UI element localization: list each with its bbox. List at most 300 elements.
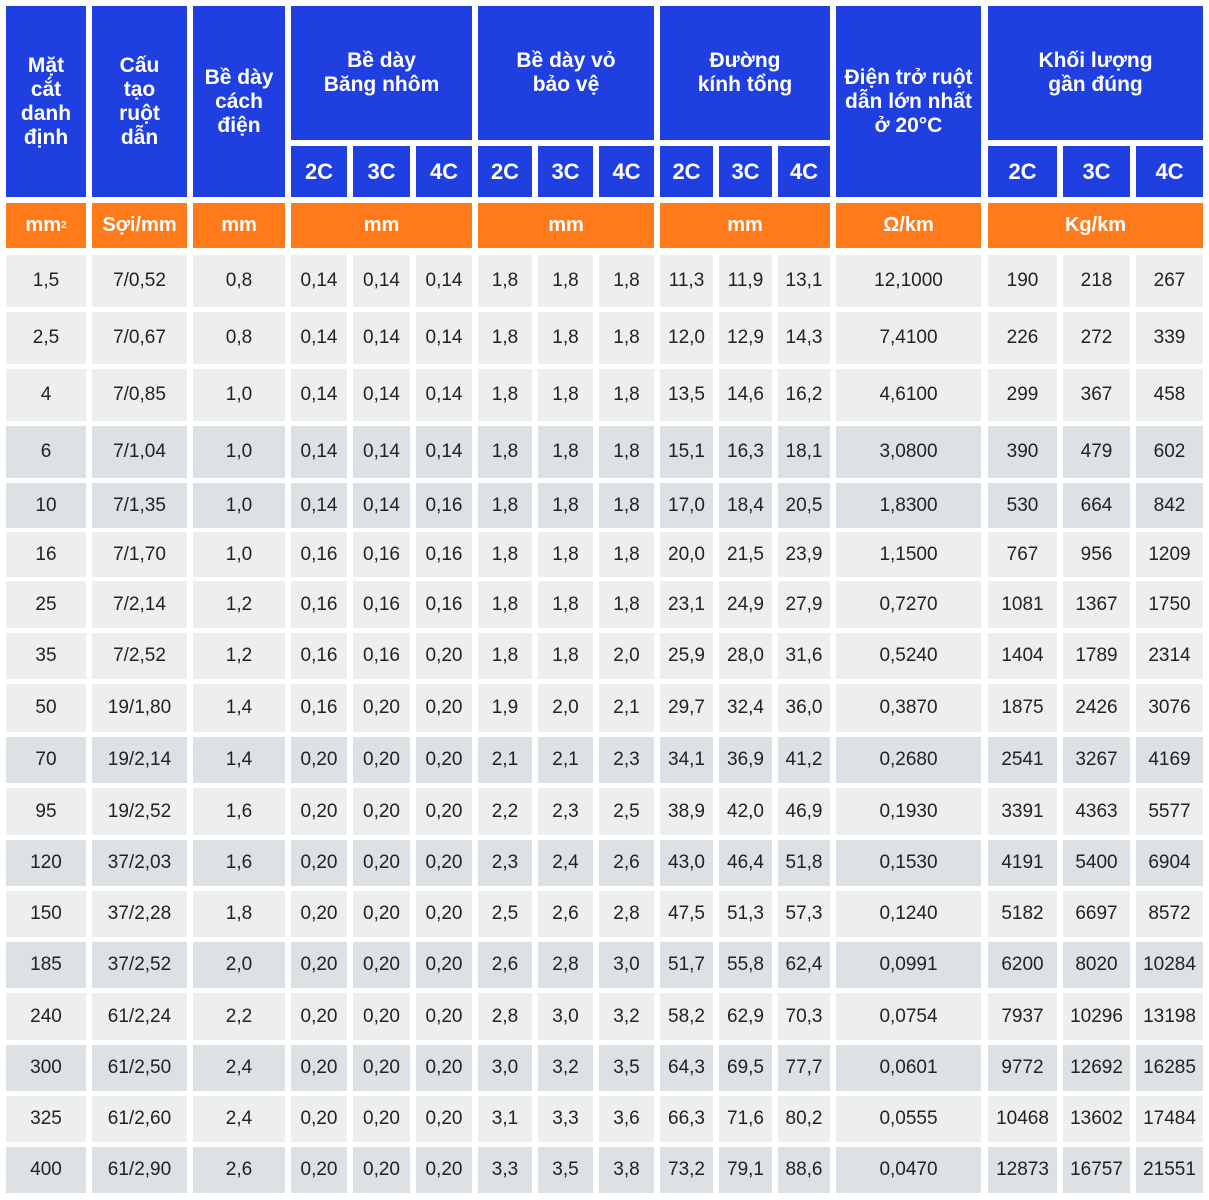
cell-duong-kinh-2c: 13,5 bbox=[660, 369, 713, 421]
cell-duong-kinh-3c: 46,4 bbox=[719, 840, 772, 886]
cell-duong-kinh-2c: 25,9 bbox=[660, 633, 713, 679]
cell-dien-tro: 0,0601 bbox=[836, 1045, 981, 1091]
cell-vo-bao-ve-3c: 1,8 bbox=[538, 426, 593, 478]
cell-bang-nhom-4c: 0,16 bbox=[416, 532, 472, 577]
cell-vo-bao-ve-4c: 1,8 bbox=[599, 581, 654, 628]
cell-bang-nhom-3c: 0,14 bbox=[353, 483, 410, 528]
cell-vo-bao-ve-2c: 2,1 bbox=[478, 737, 532, 783]
cell-cach-dien: 1,4 bbox=[193, 737, 285, 783]
cell-mat-cat: 35 bbox=[6, 633, 86, 679]
cell-bang-nhom-4c: 0,14 bbox=[416, 426, 472, 478]
cell-mat-cat: 240 bbox=[6, 993, 86, 1040]
cell-khoi-luong-3c: 2426 bbox=[1063, 684, 1130, 732]
cell-mat-cat: 10 bbox=[6, 483, 86, 528]
cell-cau-tao: 61/2,60 bbox=[92, 1096, 187, 1142]
cell-bang-nhom-3c: 0,14 bbox=[353, 426, 410, 478]
cell-duong-kinh-3c: 12,9 bbox=[719, 312, 772, 364]
cell-dien-tro: 0,2680 bbox=[836, 737, 981, 783]
cell-bang-nhom-3c: 0,20 bbox=[353, 891, 410, 937]
cell-mat-cat: 120 bbox=[6, 840, 86, 886]
cell-vo-bao-ve-2c: 1,8 bbox=[478, 426, 532, 478]
subheader-duong-kinh-3c: 3C bbox=[719, 146, 772, 197]
cell-vo-bao-ve-3c: 2,6 bbox=[538, 891, 593, 937]
cell-bang-nhom-3c: 0,20 bbox=[353, 840, 410, 886]
cell-bang-nhom-2c: 0,20 bbox=[291, 1045, 347, 1091]
cell-dien-tro: 0,1530 bbox=[836, 840, 981, 886]
header-be-day-vo-bao-ve: Bề dày vỏ bảo vệ bbox=[478, 6, 654, 140]
cell-cau-tao: 7/0,67 bbox=[92, 312, 187, 364]
cell-cach-dien: 1,0 bbox=[193, 532, 285, 577]
cell-cach-dien: 1,8 bbox=[193, 891, 285, 937]
cell-bang-nhom-3c: 0,20 bbox=[353, 684, 410, 732]
cell-duong-kinh-4c: 23,9 bbox=[778, 532, 830, 577]
cell-vo-bao-ve-2c: 1,8 bbox=[478, 581, 532, 628]
cell-khoi-luong-3c: 16757 bbox=[1063, 1147, 1130, 1193]
subheader-vo-bao-ve-2c: 2C bbox=[478, 146, 532, 197]
cell-bang-nhom-3c: 0,20 bbox=[353, 1045, 410, 1091]
table-row bbox=[0, 891, 1209, 937]
subheader-vo-bao-ve-4c: 4C bbox=[599, 146, 654, 197]
cell-vo-bao-ve-2c: 2,8 bbox=[478, 993, 532, 1040]
cell-vo-bao-ve-2c: 2,2 bbox=[478, 788, 532, 835]
table-row bbox=[0, 532, 1209, 577]
cell-vo-bao-ve-3c: 2,8 bbox=[538, 942, 593, 988]
cell-bang-nhom-4c: 0,20 bbox=[416, 891, 472, 937]
cell-duong-kinh-4c: 70,3 bbox=[778, 993, 830, 1040]
subheader-bang-nhom-4c: 4C bbox=[416, 146, 472, 197]
header-duong-kinh-tong: Đường kính tổng bbox=[660, 6, 830, 140]
cell-duong-kinh-3c: 42,0 bbox=[719, 788, 772, 835]
cell-duong-kinh-4c: 57,3 bbox=[778, 891, 830, 937]
cell-mat-cat: 325 bbox=[6, 1096, 86, 1142]
cell-duong-kinh-2c: 15,1 bbox=[660, 426, 713, 478]
header-cau-tao: Cấu tạo ruột dẫn bbox=[92, 6, 187, 197]
cell-khoi-luong-4c: 842 bbox=[1136, 483, 1203, 528]
cell-khoi-luong-2c: 5182 bbox=[988, 891, 1057, 937]
cell-vo-bao-ve-4c: 1,8 bbox=[599, 532, 654, 577]
table-row bbox=[0, 993, 1209, 1040]
cell-khoi-luong-4c: 3076 bbox=[1136, 684, 1203, 732]
cell-vo-bao-ve-3c: 2,1 bbox=[538, 737, 593, 783]
cell-bang-nhom-4c: 0,20 bbox=[416, 1096, 472, 1142]
cell-vo-bao-ve-4c: 2,1 bbox=[599, 684, 654, 732]
cell-cau-tao: 7/0,85 bbox=[92, 369, 187, 421]
cell-duong-kinh-2c: 12,0 bbox=[660, 312, 713, 364]
cell-duong-kinh-2c: 20,0 bbox=[660, 532, 713, 577]
cell-duong-kinh-2c: 34,1 bbox=[660, 737, 713, 783]
cell-khoi-luong-2c: 6200 bbox=[988, 942, 1057, 988]
cell-khoi-luong-3c: 5400 bbox=[1063, 840, 1130, 886]
cell-khoi-luong-4c: 2314 bbox=[1136, 633, 1203, 679]
subheader-bang-nhom-2c: 2C bbox=[291, 146, 347, 197]
cell-duong-kinh-2c: 38,9 bbox=[660, 788, 713, 835]
subheader-khoi-luong-3c: 3C bbox=[1063, 146, 1130, 197]
cell-bang-nhom-2c: 0,14 bbox=[291, 426, 347, 478]
cell-mat-cat: 70 bbox=[6, 737, 86, 783]
cell-vo-bao-ve-4c: 3,5 bbox=[599, 1045, 654, 1091]
cell-khoi-luong-3c: 1789 bbox=[1063, 633, 1130, 679]
cell-mat-cat: 50 bbox=[6, 684, 86, 732]
cell-duong-kinh-4c: 14,3 bbox=[778, 312, 830, 364]
cell-duong-kinh-2c: 29,7 bbox=[660, 684, 713, 732]
cell-cach-dien: 0,8 bbox=[193, 312, 285, 364]
cell-dien-tro: 1,1500 bbox=[836, 532, 981, 577]
table-row bbox=[0, 840, 1209, 886]
cell-vo-bao-ve-2c: 1,8 bbox=[478, 483, 532, 528]
cell-vo-bao-ve-3c: 1,8 bbox=[538, 633, 593, 679]
unit-duong-kinh-tong: mm bbox=[660, 203, 830, 248]
cell-vo-bao-ve-2c: 2,6 bbox=[478, 942, 532, 988]
cell-vo-bao-ve-3c: 3,0 bbox=[538, 993, 593, 1040]
cell-mat-cat: 6 bbox=[6, 426, 86, 478]
cell-mat-cat: 25 bbox=[6, 581, 86, 628]
cell-vo-bao-ve-2c: 3,1 bbox=[478, 1096, 532, 1142]
cell-vo-bao-ve-2c: 3,3 bbox=[478, 1147, 532, 1193]
cell-bang-nhom-4c: 0,20 bbox=[416, 1147, 472, 1193]
cell-vo-bao-ve-3c: 1,8 bbox=[538, 532, 593, 577]
cell-khoi-luong-2c: 390 bbox=[988, 426, 1057, 478]
cell-duong-kinh-3c: 11,9 bbox=[719, 255, 772, 307]
cell-khoi-luong-4c: 16285 bbox=[1136, 1045, 1203, 1091]
cell-duong-kinh-4c: 31,6 bbox=[778, 633, 830, 679]
cell-vo-bao-ve-3c: 2,4 bbox=[538, 840, 593, 886]
cell-bang-nhom-3c: 0,14 bbox=[353, 369, 410, 421]
cell-cau-tao: 61/2,90 bbox=[92, 1147, 187, 1193]
cell-bang-nhom-2c: 0,20 bbox=[291, 993, 347, 1040]
cell-vo-bao-ve-2c: 1,8 bbox=[478, 255, 532, 307]
cell-khoi-luong-2c: 4191 bbox=[988, 840, 1057, 886]
cell-bang-nhom-2c: 0,20 bbox=[291, 840, 347, 886]
cell-duong-kinh-4c: 80,2 bbox=[778, 1096, 830, 1142]
cell-khoi-luong-3c: 8020 bbox=[1063, 942, 1130, 988]
cell-bang-nhom-2c: 0,16 bbox=[291, 633, 347, 679]
cell-duong-kinh-2c: 11,3 bbox=[660, 255, 713, 307]
table-row bbox=[0, 369, 1209, 421]
cell-vo-bao-ve-3c: 3,2 bbox=[538, 1045, 593, 1091]
cell-cach-dien: 0,8 bbox=[193, 255, 285, 307]
table-row bbox=[0, 1147, 1209, 1193]
cell-mat-cat: 185 bbox=[6, 942, 86, 988]
cell-bang-nhom-3c: 0,14 bbox=[353, 312, 410, 364]
cell-vo-bao-ve-4c: 3,6 bbox=[599, 1096, 654, 1142]
cell-dien-tro: 0,0754 bbox=[836, 993, 981, 1040]
cell-bang-nhom-2c: 0,20 bbox=[291, 891, 347, 937]
unit-be-day-vo-bao-ve: mm bbox=[478, 203, 654, 248]
cell-khoi-luong-4c: 4169 bbox=[1136, 737, 1203, 783]
cell-khoi-luong-3c: 10296 bbox=[1063, 993, 1130, 1040]
cell-cau-tao: 7/1,35 bbox=[92, 483, 187, 528]
cell-khoi-luong-2c: 190 bbox=[988, 255, 1057, 307]
cell-bang-nhom-4c: 0,20 bbox=[416, 633, 472, 679]
cell-khoi-luong-4c: 8572 bbox=[1136, 891, 1203, 937]
cell-duong-kinh-3c: 62,9 bbox=[719, 993, 772, 1040]
subheader-khoi-luong-4c: 4C bbox=[1136, 146, 1203, 197]
table-row bbox=[0, 737, 1209, 783]
cell-cau-tao: 61/2,24 bbox=[92, 993, 187, 1040]
cell-dien-tro: 1,8300 bbox=[836, 483, 981, 528]
cell-dien-tro: 0,0991 bbox=[836, 942, 981, 988]
unit-be-day-bang-nhom: mm bbox=[291, 203, 472, 248]
cell-cau-tao: 7/2,52 bbox=[92, 633, 187, 679]
cell-khoi-luong-4c: 21551 bbox=[1136, 1147, 1203, 1193]
cell-duong-kinh-3c: 51,3 bbox=[719, 891, 772, 937]
cell-khoi-luong-4c: 10284 bbox=[1136, 942, 1203, 988]
cell-bang-nhom-2c: 0,20 bbox=[291, 788, 347, 835]
cell-bang-nhom-4c: 0,20 bbox=[416, 788, 472, 835]
cell-bang-nhom-2c: 0,14 bbox=[291, 312, 347, 364]
cell-duong-kinh-4c: 13,1 bbox=[778, 255, 830, 307]
cell-khoi-luong-3c: 4363 bbox=[1063, 788, 1130, 835]
cell-bang-nhom-2c: 0,20 bbox=[291, 1096, 347, 1142]
cell-khoi-luong-4c: 5577 bbox=[1136, 788, 1203, 835]
cell-cach-dien: 2,4 bbox=[193, 1096, 285, 1142]
header-be-day-bang-nhom: Bề dày Băng nhôm bbox=[291, 6, 472, 140]
cell-cau-tao: 7/1,70 bbox=[92, 532, 187, 577]
subheader-bang-nhom-3c: 3C bbox=[353, 146, 410, 197]
cell-khoi-luong-3c: 3267 bbox=[1063, 737, 1130, 783]
cell-duong-kinh-3c: 14,6 bbox=[719, 369, 772, 421]
unit-khoi-luong: Kg/km bbox=[988, 203, 1203, 248]
cell-cach-dien: 1,0 bbox=[193, 426, 285, 478]
cell-cach-dien: 1,0 bbox=[193, 483, 285, 528]
cell-bang-nhom-3c: 0,20 bbox=[353, 1147, 410, 1193]
cell-duong-kinh-4c: 88,6 bbox=[778, 1147, 830, 1193]
cell-vo-bao-ve-3c: 1,8 bbox=[538, 369, 593, 421]
cell-vo-bao-ve-4c: 2,8 bbox=[599, 891, 654, 937]
cell-khoi-luong-4c: 13198 bbox=[1136, 993, 1203, 1040]
cell-duong-kinh-2c: 47,5 bbox=[660, 891, 713, 937]
cell-duong-kinh-3c: 71,6 bbox=[719, 1096, 772, 1142]
table-row bbox=[0, 426, 1209, 478]
cell-duong-kinh-4c: 36,0 bbox=[778, 684, 830, 732]
cell-khoi-luong-3c: 956 bbox=[1063, 532, 1130, 577]
cell-vo-bao-ve-4c: 3,2 bbox=[599, 993, 654, 1040]
cell-bang-nhom-4c: 0,20 bbox=[416, 840, 472, 886]
cell-khoi-luong-2c: 7937 bbox=[988, 993, 1057, 1040]
cell-bang-nhom-2c: 0,20 bbox=[291, 737, 347, 783]
cell-cach-dien: 1,2 bbox=[193, 581, 285, 628]
cell-khoi-luong-3c: 218 bbox=[1063, 255, 1130, 307]
cell-bang-nhom-4c: 0,20 bbox=[416, 1045, 472, 1091]
cell-bang-nhom-4c: 0,20 bbox=[416, 684, 472, 732]
cell-vo-bao-ve-2c: 3,0 bbox=[478, 1045, 532, 1091]
cell-cau-tao: 61/2,50 bbox=[92, 1045, 187, 1091]
cell-duong-kinh-2c: 51,7 bbox=[660, 942, 713, 988]
cell-cau-tao: 37/2,52 bbox=[92, 942, 187, 988]
table-row bbox=[0, 1045, 1209, 1091]
cell-duong-kinh-3c: 18,4 bbox=[719, 483, 772, 528]
cell-khoi-luong-3c: 6697 bbox=[1063, 891, 1130, 937]
cell-vo-bao-ve-4c: 1,8 bbox=[599, 369, 654, 421]
cell-khoi-luong-3c: 367 bbox=[1063, 369, 1130, 421]
cell-vo-bao-ve-4c: 2,0 bbox=[599, 633, 654, 679]
cell-dien-tro: 7,4100 bbox=[836, 312, 981, 364]
table-row bbox=[0, 684, 1209, 732]
cell-khoi-luong-2c: 226 bbox=[988, 312, 1057, 364]
cell-duong-kinh-2c: 43,0 bbox=[660, 840, 713, 886]
cell-vo-bao-ve-4c: 1,8 bbox=[599, 255, 654, 307]
table-row bbox=[0, 312, 1209, 364]
cell-duong-kinh-2c: 73,2 bbox=[660, 1147, 713, 1193]
cell-duong-kinh-3c: 69,5 bbox=[719, 1045, 772, 1091]
cell-bang-nhom-4c: 0,16 bbox=[416, 581, 472, 628]
cell-cau-tao: 37/2,28 bbox=[92, 891, 187, 937]
table-row bbox=[0, 581, 1209, 628]
cell-dien-tro: 4,6100 bbox=[836, 369, 981, 421]
cell-cau-tao: 19/2,52 bbox=[92, 788, 187, 835]
header-be-day-cach-dien: Bề dày cách điện bbox=[193, 6, 285, 197]
cell-duong-kinh-3c: 36,9 bbox=[719, 737, 772, 783]
cell-duong-kinh-3c: 24,9 bbox=[719, 581, 772, 628]
cell-dien-tro: 0,7270 bbox=[836, 581, 981, 628]
table-row bbox=[0, 942, 1209, 988]
cell-vo-bao-ve-2c: 1,8 bbox=[478, 312, 532, 364]
cell-mat-cat: 16 bbox=[6, 532, 86, 577]
cell-dien-tro: 0,3870 bbox=[836, 684, 981, 732]
cell-khoi-luong-4c: 458 bbox=[1136, 369, 1203, 421]
cell-duong-kinh-2c: 17,0 bbox=[660, 483, 713, 528]
cell-khoi-luong-4c: 339 bbox=[1136, 312, 1203, 364]
cell-duong-kinh-3c: 16,3 bbox=[719, 426, 772, 478]
cell-vo-bao-ve-2c: 1,8 bbox=[478, 532, 532, 577]
cell-khoi-luong-3c: 12692 bbox=[1063, 1045, 1130, 1091]
cell-khoi-luong-2c: 12873 bbox=[988, 1147, 1057, 1193]
subheader-duong-kinh-2c: 2C bbox=[660, 146, 713, 197]
cell-bang-nhom-3c: 0,16 bbox=[353, 633, 410, 679]
cell-khoi-luong-2c: 9772 bbox=[988, 1045, 1057, 1091]
cell-cach-dien: 1,6 bbox=[193, 788, 285, 835]
cell-vo-bao-ve-4c: 2,5 bbox=[599, 788, 654, 835]
cell-bang-nhom-2c: 0,14 bbox=[291, 255, 347, 307]
cell-bang-nhom-4c: 0,20 bbox=[416, 737, 472, 783]
table-row bbox=[0, 788, 1209, 835]
cell-bang-nhom-4c: 0,14 bbox=[416, 255, 472, 307]
cell-dien-tro: 0,1240 bbox=[836, 891, 981, 937]
cell-duong-kinh-4c: 27,9 bbox=[778, 581, 830, 628]
cell-khoi-luong-3c: 664 bbox=[1063, 483, 1130, 528]
header-mat-cat: Mặt cắt danh định bbox=[6, 6, 86, 197]
cell-mat-cat: 300 bbox=[6, 1045, 86, 1091]
cell-bang-nhom-3c: 0,20 bbox=[353, 993, 410, 1040]
cell-duong-kinh-3c: 32,4 bbox=[719, 684, 772, 732]
cell-khoi-luong-4c: 17484 bbox=[1136, 1096, 1203, 1142]
cell-duong-kinh-4c: 20,5 bbox=[778, 483, 830, 528]
cell-khoi-luong-2c: 10468 bbox=[988, 1096, 1057, 1142]
cell-khoi-luong-4c: 1209 bbox=[1136, 532, 1203, 577]
cell-dien-tro: 0,5240 bbox=[836, 633, 981, 679]
cell-vo-bao-ve-3c: 2,0 bbox=[538, 684, 593, 732]
cell-vo-bao-ve-3c: 3,3 bbox=[538, 1096, 593, 1142]
cell-bang-nhom-4c: 0,20 bbox=[416, 993, 472, 1040]
unit-cau-tao: Sợi/mm bbox=[92, 203, 187, 248]
cell-bang-nhom-3c: 0,20 bbox=[353, 737, 410, 783]
cell-duong-kinh-2c: 58,2 bbox=[660, 993, 713, 1040]
cell-vo-bao-ve-4c: 1,8 bbox=[599, 312, 654, 364]
cell-khoi-luong-2c: 530 bbox=[988, 483, 1057, 528]
cell-vo-bao-ve-3c: 1,8 bbox=[538, 312, 593, 364]
cell-duong-kinh-3c: 55,8 bbox=[719, 942, 772, 988]
cell-duong-kinh-4c: 46,9 bbox=[778, 788, 830, 835]
cell-khoi-luong-3c: 272 bbox=[1063, 312, 1130, 364]
cell-dien-tro: 0,0470 bbox=[836, 1147, 981, 1193]
unit-dien-tro: Ω/km bbox=[836, 203, 981, 248]
cell-vo-bao-ve-2c: 2,5 bbox=[478, 891, 532, 937]
cell-vo-bao-ve-3c: 1,8 bbox=[538, 255, 593, 307]
cell-mat-cat: 400 bbox=[6, 1147, 86, 1193]
cell-vo-bao-ve-3c: 1,8 bbox=[538, 581, 593, 628]
cell-bang-nhom-4c: 0,14 bbox=[416, 369, 472, 421]
table-row bbox=[0, 255, 1209, 307]
cell-mat-cat: 95 bbox=[6, 788, 86, 835]
cell-bang-nhom-2c: 0,16 bbox=[291, 684, 347, 732]
unit-be-day-cach-dien: mm bbox=[193, 203, 285, 248]
cell-khoi-luong-4c: 6904 bbox=[1136, 840, 1203, 886]
cell-khoi-luong-2c: 1081 bbox=[988, 581, 1057, 628]
cell-cach-dien: 2,6 bbox=[193, 1147, 285, 1193]
cell-duong-kinh-2c: 23,1 bbox=[660, 581, 713, 628]
cell-mat-cat: 4 bbox=[6, 369, 86, 421]
cell-khoi-luong-4c: 1750 bbox=[1136, 581, 1203, 628]
cell-cach-dien: 1,6 bbox=[193, 840, 285, 886]
cell-duong-kinh-3c: 21,5 bbox=[719, 532, 772, 577]
cell-khoi-luong-2c: 2541 bbox=[988, 737, 1057, 783]
cell-bang-nhom-3c: 0,20 bbox=[353, 788, 410, 835]
cell-khoi-luong-2c: 1875 bbox=[988, 684, 1057, 732]
cell-duong-kinh-4c: 77,7 bbox=[778, 1045, 830, 1091]
cell-vo-bao-ve-4c: 3,0 bbox=[599, 942, 654, 988]
cell-cau-tao: 19/2,14 bbox=[92, 737, 187, 783]
table-row bbox=[0, 483, 1209, 528]
table-row bbox=[0, 1096, 1209, 1142]
cell-bang-nhom-4c: 0,20 bbox=[416, 942, 472, 988]
subheader-duong-kinh-4c: 4C bbox=[778, 146, 830, 197]
header-khoi-luong: Khối lượng gần đúng bbox=[988, 6, 1203, 140]
subheader-khoi-luong-2c: 2C bbox=[988, 146, 1057, 197]
cell-khoi-luong-4c: 602 bbox=[1136, 426, 1203, 478]
cell-duong-kinh-4c: 18,1 bbox=[778, 426, 830, 478]
cell-khoi-luong-2c: 3391 bbox=[988, 788, 1057, 835]
cell-duong-kinh-3c: 28,0 bbox=[719, 633, 772, 679]
cell-khoi-luong-2c: 1404 bbox=[988, 633, 1057, 679]
cell-bang-nhom-2c: 0,14 bbox=[291, 369, 347, 421]
cell-vo-bao-ve-4c: 3,8 bbox=[599, 1147, 654, 1193]
cell-bang-nhom-2c: 0,16 bbox=[291, 581, 347, 628]
cell-dien-tro: 0,0555 bbox=[836, 1096, 981, 1142]
cell-khoi-luong-3c: 1367 bbox=[1063, 581, 1130, 628]
cell-cach-dien: 1,0 bbox=[193, 369, 285, 421]
cell-duong-kinh-4c: 16,2 bbox=[778, 369, 830, 421]
cell-khoi-luong-3c: 13602 bbox=[1063, 1096, 1130, 1142]
cell-duong-kinh-3c: 79,1 bbox=[719, 1147, 772, 1193]
cell-khoi-luong-3c: 479 bbox=[1063, 426, 1130, 478]
cell-vo-bao-ve-3c: 3,5 bbox=[538, 1147, 593, 1193]
cell-cau-tao: 19/1,80 bbox=[92, 684, 187, 732]
cell-cach-dien: 1,4 bbox=[193, 684, 285, 732]
cell-cau-tao: 7/1,04 bbox=[92, 426, 187, 478]
cell-bang-nhom-2c: 0,16 bbox=[291, 532, 347, 577]
cell-vo-bao-ve-4c: 2,3 bbox=[599, 737, 654, 783]
cell-vo-bao-ve-4c: 2,6 bbox=[599, 840, 654, 886]
table-row bbox=[0, 633, 1209, 679]
cell-duong-kinh-2c: 64,3 bbox=[660, 1045, 713, 1091]
cell-dien-tro: 0,1930 bbox=[836, 788, 981, 835]
cell-vo-bao-ve-2c: 1,8 bbox=[478, 369, 532, 421]
cell-vo-bao-ve-4c: 1,8 bbox=[599, 426, 654, 478]
cell-cau-tao: 37/2,03 bbox=[92, 840, 187, 886]
cell-bang-nhom-4c: 0,16 bbox=[416, 483, 472, 528]
cell-duong-kinh-4c: 62,4 bbox=[778, 942, 830, 988]
cell-mat-cat: 1,5 bbox=[6, 255, 86, 307]
